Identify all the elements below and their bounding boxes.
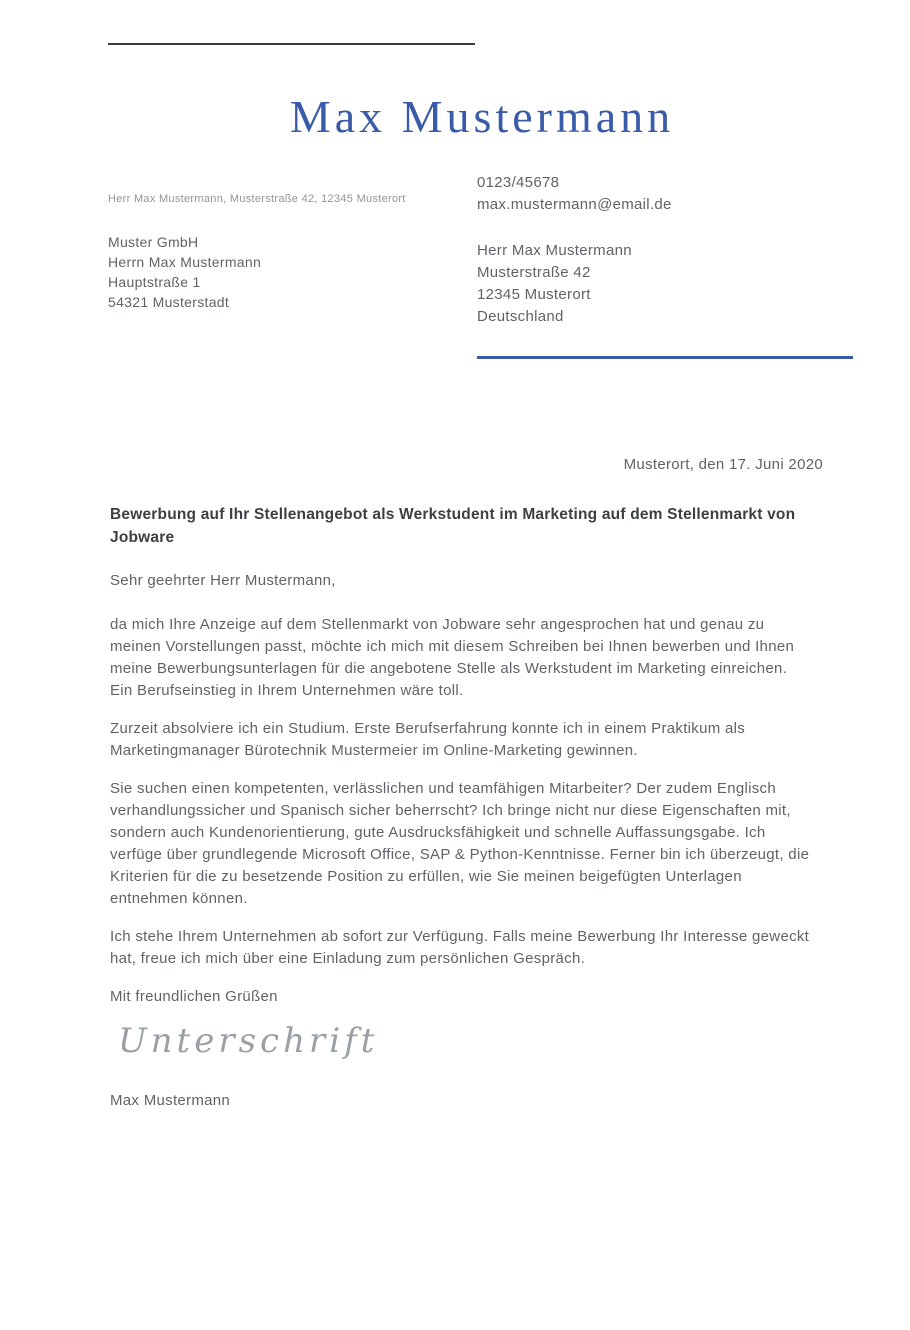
sender-address-line: 12345 Musterort	[477, 286, 591, 303]
recipient-address-block	[108, 232, 261, 312]
recipient-line: Hauptstraße 1	[108, 274, 201, 290]
body-paragraph: Zurzeit absolviere ich ein Studium. Erste Berufserfahrung konnte ich in einem Praktikum als Marketingmanager Bürotechnik Mustermeier im Online-Marketing gewinnen.	[110, 720, 746, 759]
signer-name: Max Mustermann	[110, 1092, 231, 1109]
top-divider	[108, 43, 475, 45]
sender-address-line: Deutschland	[477, 308, 564, 325]
body-paragraph: Sie suchen einen kompetenten, verlässlichen und teamfähigen Mitarbeiter? Der zudem Englisch verhandlungssicher und Spanisch sicher beherrscht? Ich bringe nicht nur diese Eigenschaften mit, sondern auch Kundenorientierung, gute Ausdrucksfähigkeit und schnelle Auffassungsgabe. Ich verfüge über grundlegende Microsoft Office, SAP & Python-Kenntnisse. Ferner bin ich überzeugt, die Kriterien für die zu besetzende Position zu erfüllen, wie Sie meinen beigefügten Unterlagen entnehmen können.	[110, 780, 810, 907]
subject-line: Bewerbung auf Ihr Stellenangebot als Werkstudent im Marketing auf dem Stellenmarkt von Jobware	[110, 506, 796, 546]
contact-block	[477, 172, 672, 216]
closing-phrase: Mit freundlichen Grüßen	[110, 988, 278, 1005]
accent-divider	[477, 356, 853, 359]
letter-body	[110, 570, 812, 1112]
sender-address-line: Herr Max Mustermann	[477, 242, 632, 259]
date-line: Musterort, den 17. Juni 2020	[623, 456, 823, 473]
sender-address-block	[477, 240, 632, 328]
recipient-line: 54321 Musterstadt	[108, 294, 230, 310]
recipient-line: Muster GmbH	[108, 234, 199, 250]
body-paragraph: da mich Ihre Anzeige auf dem Stellenmarkt von Jobware sehr angesprochen hat und genau zu meinen Vorstellungen passt, möchte ich mich mit diesem Schreiben bei Ihnen bewerben und Ihnen meine Bewerbungsunterlagen für die angebotene Stelle als Werkstudent im Marketing einreichen. Ein Berufseinstieg in Ihrem Unternehmen wäre toll.	[110, 616, 795, 699]
body-paragraph: Ich stehe Ihrem Unternehmen ab sofort zur Verfügung. Falls meine Bewerbung Ihr Interesse geweckt hat, freue ich mich über eine Einladung zum persönlichen Gespräch.	[110, 928, 810, 967]
sender-address-line: Musterstraße 42	[477, 264, 591, 281]
phone-number: 0123/45678	[477, 174, 560, 191]
recipient-line: Herrn Max Mustermann	[108, 254, 262, 270]
page-title: Max Mustermann	[289, 91, 675, 142]
salutation: Sehr geehrter Herr Mustermann,	[110, 572, 336, 589]
email-address: max.mustermann@email.de	[477, 196, 672, 213]
sender-return-address: Herr Max Mustermann, Musterstraße 42, 12345 Musterort	[108, 193, 406, 205]
handwritten-signature: Unterschrift	[118, 1021, 379, 1061]
